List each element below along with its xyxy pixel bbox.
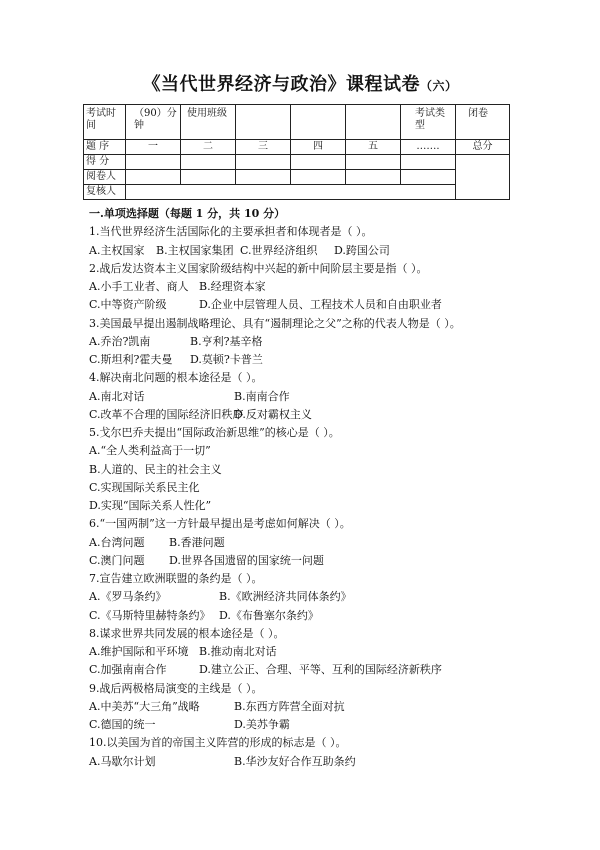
option: A.主权国家 — [89, 243, 145, 257]
option: D.莫顿?卡普兰 — [190, 353, 263, 366]
option: A.马歇尔计划 — [89, 754, 156, 768]
question-option-line: D.实现“国际关系人性化” — [89, 499, 212, 512]
order-col-5: 五 — [346, 140, 401, 155]
option: D.《布鲁塞尔条约》 — [219, 608, 319, 622]
question-stem: 10.以美国为首的帝国主义阵营的形成的标志是（ ）。 — [89, 736, 347, 750]
order-col-more: ……. — [401, 140, 456, 155]
class-value — [236, 105, 291, 140]
question-options — [89, 716, 529, 734]
order-col-2: 二 — [181, 140, 236, 155]
option: C.德国的统一 — [89, 718, 156, 731]
reviewer-cell — [126, 170, 181, 185]
option: B.《欧洲经济共同体条约》 — [219, 590, 352, 604]
header-row-rechecker — [84, 185, 510, 200]
question-option-line: C.实现国际关系民主化 — [89, 480, 200, 494]
option: D.企业中层管理人员、工程技术人员和自由职业者 — [199, 298, 442, 312]
question-stem: 1.当代世界经济生活国际化的主要承担者和体现者是（ ）。 — [89, 225, 373, 239]
exam-time-value: （90）分钟 — [126, 105, 181, 140]
exam-title-main: 《当代世界经济与政治》课程试卷 — [142, 74, 420, 95]
reviewer-cell — [291, 170, 346, 185]
option: A.台湾问题 — [89, 535, 145, 549]
header-row-score — [84, 155, 510, 170]
rechecker-cell — [126, 185, 456, 200]
question-stem: 4.解决南北问题的根本途径是（ ）。 — [89, 371, 263, 385]
class-label: 使用班级 — [181, 105, 236, 140]
score-cell — [291, 155, 346, 170]
question-options — [89, 406, 529, 424]
order-label: 题 序 — [84, 140, 126, 155]
question-options — [89, 643, 529, 661]
option: D.世界各国遗留的国家统一问题 — [169, 553, 324, 567]
question-option-line: B.人道的、民主的社会主义 — [89, 462, 222, 476]
class-value-2 — [291, 105, 346, 140]
option: D.建立公正、合理、平等、互利的国际经济新秩序 — [199, 663, 442, 677]
option: A.中美苏“大三角”战略 — [89, 699, 200, 713]
question-options — [89, 753, 529, 771]
score-label: 得 分 — [84, 155, 126, 170]
reviewer-cell — [401, 170, 456, 185]
question-stem: 8.谋求世界共同发展的根本途径是（ ）。 — [89, 626, 285, 640]
question-options — [89, 351, 529, 369]
exam-title — [0, 70, 600, 96]
reviewer-cell — [236, 170, 291, 185]
option: D.美苏争霸 — [234, 718, 290, 731]
score-cell — [236, 155, 291, 170]
order-col-3: 三 — [236, 140, 291, 155]
score-cell — [126, 155, 181, 170]
header-row-exam-info — [84, 105, 510, 140]
reviewer-label: 阅卷人 — [84, 170, 126, 185]
option: D.反对霸权主义 — [234, 407, 312, 421]
exam-time-label: 考试时间 — [84, 105, 126, 140]
exam-type-value: 闭卷 — [456, 105, 510, 140]
option: B.亨利?基辛格 — [190, 334, 263, 348]
question-options — [89, 698, 529, 716]
question-options — [89, 588, 529, 606]
option: B.主权国家集团 — [156, 243, 234, 257]
question-stem: 6.“一国两制”这一方针最早提出是考虑如何解决（ ）。 — [89, 517, 351, 531]
exam-content — [89, 205, 529, 771]
option: B.经理资本家 — [199, 280, 266, 293]
reviewer-cell — [181, 170, 236, 185]
header-row-order — [84, 140, 510, 155]
question-stem: 3.美国最早提出遏制战略理论、具有“遏制理论之父”之称的代表人物是（ ）。 — [89, 316, 461, 330]
option: B.东西方阵营全面对抗 — [234, 699, 345, 713]
section-heading: 一.单项选择题（每题 1 分，共 10 分） — [89, 207, 286, 220]
option: A.维护国际和平环境 — [89, 645, 189, 658]
question-stem: 7.宣告建立欧洲联盟的条约是（ ）。 — [89, 572, 263, 585]
option: C.《马斯特里赫特条约》 — [89, 608, 211, 622]
option: A.南北对话 — [89, 389, 145, 403]
option: D.跨国公司 — [334, 243, 390, 257]
total-label: 总分 — [456, 140, 510, 155]
question-options — [89, 661, 529, 679]
question-options — [89, 296, 529, 314]
class-value-3 — [346, 105, 401, 140]
option: C.中等资产阶级 — [89, 298, 167, 312]
option: B.香港问题 — [169, 535, 225, 549]
question-options — [89, 552, 529, 570]
option: B.推动南北对话 — [199, 645, 277, 658]
question-stem: 9.战后两极格局演变的主线是（ ）。 — [89, 681, 263, 695]
question-options — [89, 242, 529, 260]
question-stem: 2.战后发达资本主义国家阶级结构中兴起的新中间阶层主要是指（ ）。 — [89, 261, 428, 275]
question-options — [89, 607, 529, 625]
reviewer-cell — [346, 170, 401, 185]
total-score-cell — [456, 155, 510, 200]
score-cell — [181, 155, 236, 170]
option: C.加强南南合作 — [89, 663, 167, 677]
option: B.南南合作 — [234, 389, 290, 403]
option: A.小手工业者、商人 — [89, 280, 189, 293]
option: B.华沙友好合作互助条约 — [234, 754, 356, 768]
question-stem: 5.戈尔巴乔夫提出“国际政治新思维”的核心是（ ）。 — [89, 426, 340, 439]
question-options — [89, 333, 529, 351]
question-option-line: A.“全人类利益高于一切” — [89, 444, 211, 458]
rechecker-label: 复核人 — [84, 185, 126, 200]
option: C.改革不合理的国际经济旧秩序 — [89, 407, 244, 421]
option: C.斯坦利?霍夫曼 — [89, 353, 173, 366]
option: A.《罗马条约》 — [89, 590, 167, 604]
score-cell — [401, 155, 456, 170]
option: A.乔治?凯南 — [89, 334, 151, 348]
question-options — [89, 534, 529, 552]
exam-type-label: 考试类型 — [401, 105, 456, 140]
exam-header-table — [83, 104, 510, 200]
header-row-reviewer — [84, 170, 510, 185]
order-col-4: 四 — [291, 140, 346, 155]
exam-title-sub: （六） — [419, 79, 458, 93]
question-options — [89, 388, 529, 406]
order-col-1: 一 — [126, 140, 181, 155]
option: C.澳门问题 — [89, 553, 145, 567]
option: C.世界经济组织 — [240, 243, 318, 257]
question-options — [89, 278, 529, 296]
score-cell — [346, 155, 401, 170]
